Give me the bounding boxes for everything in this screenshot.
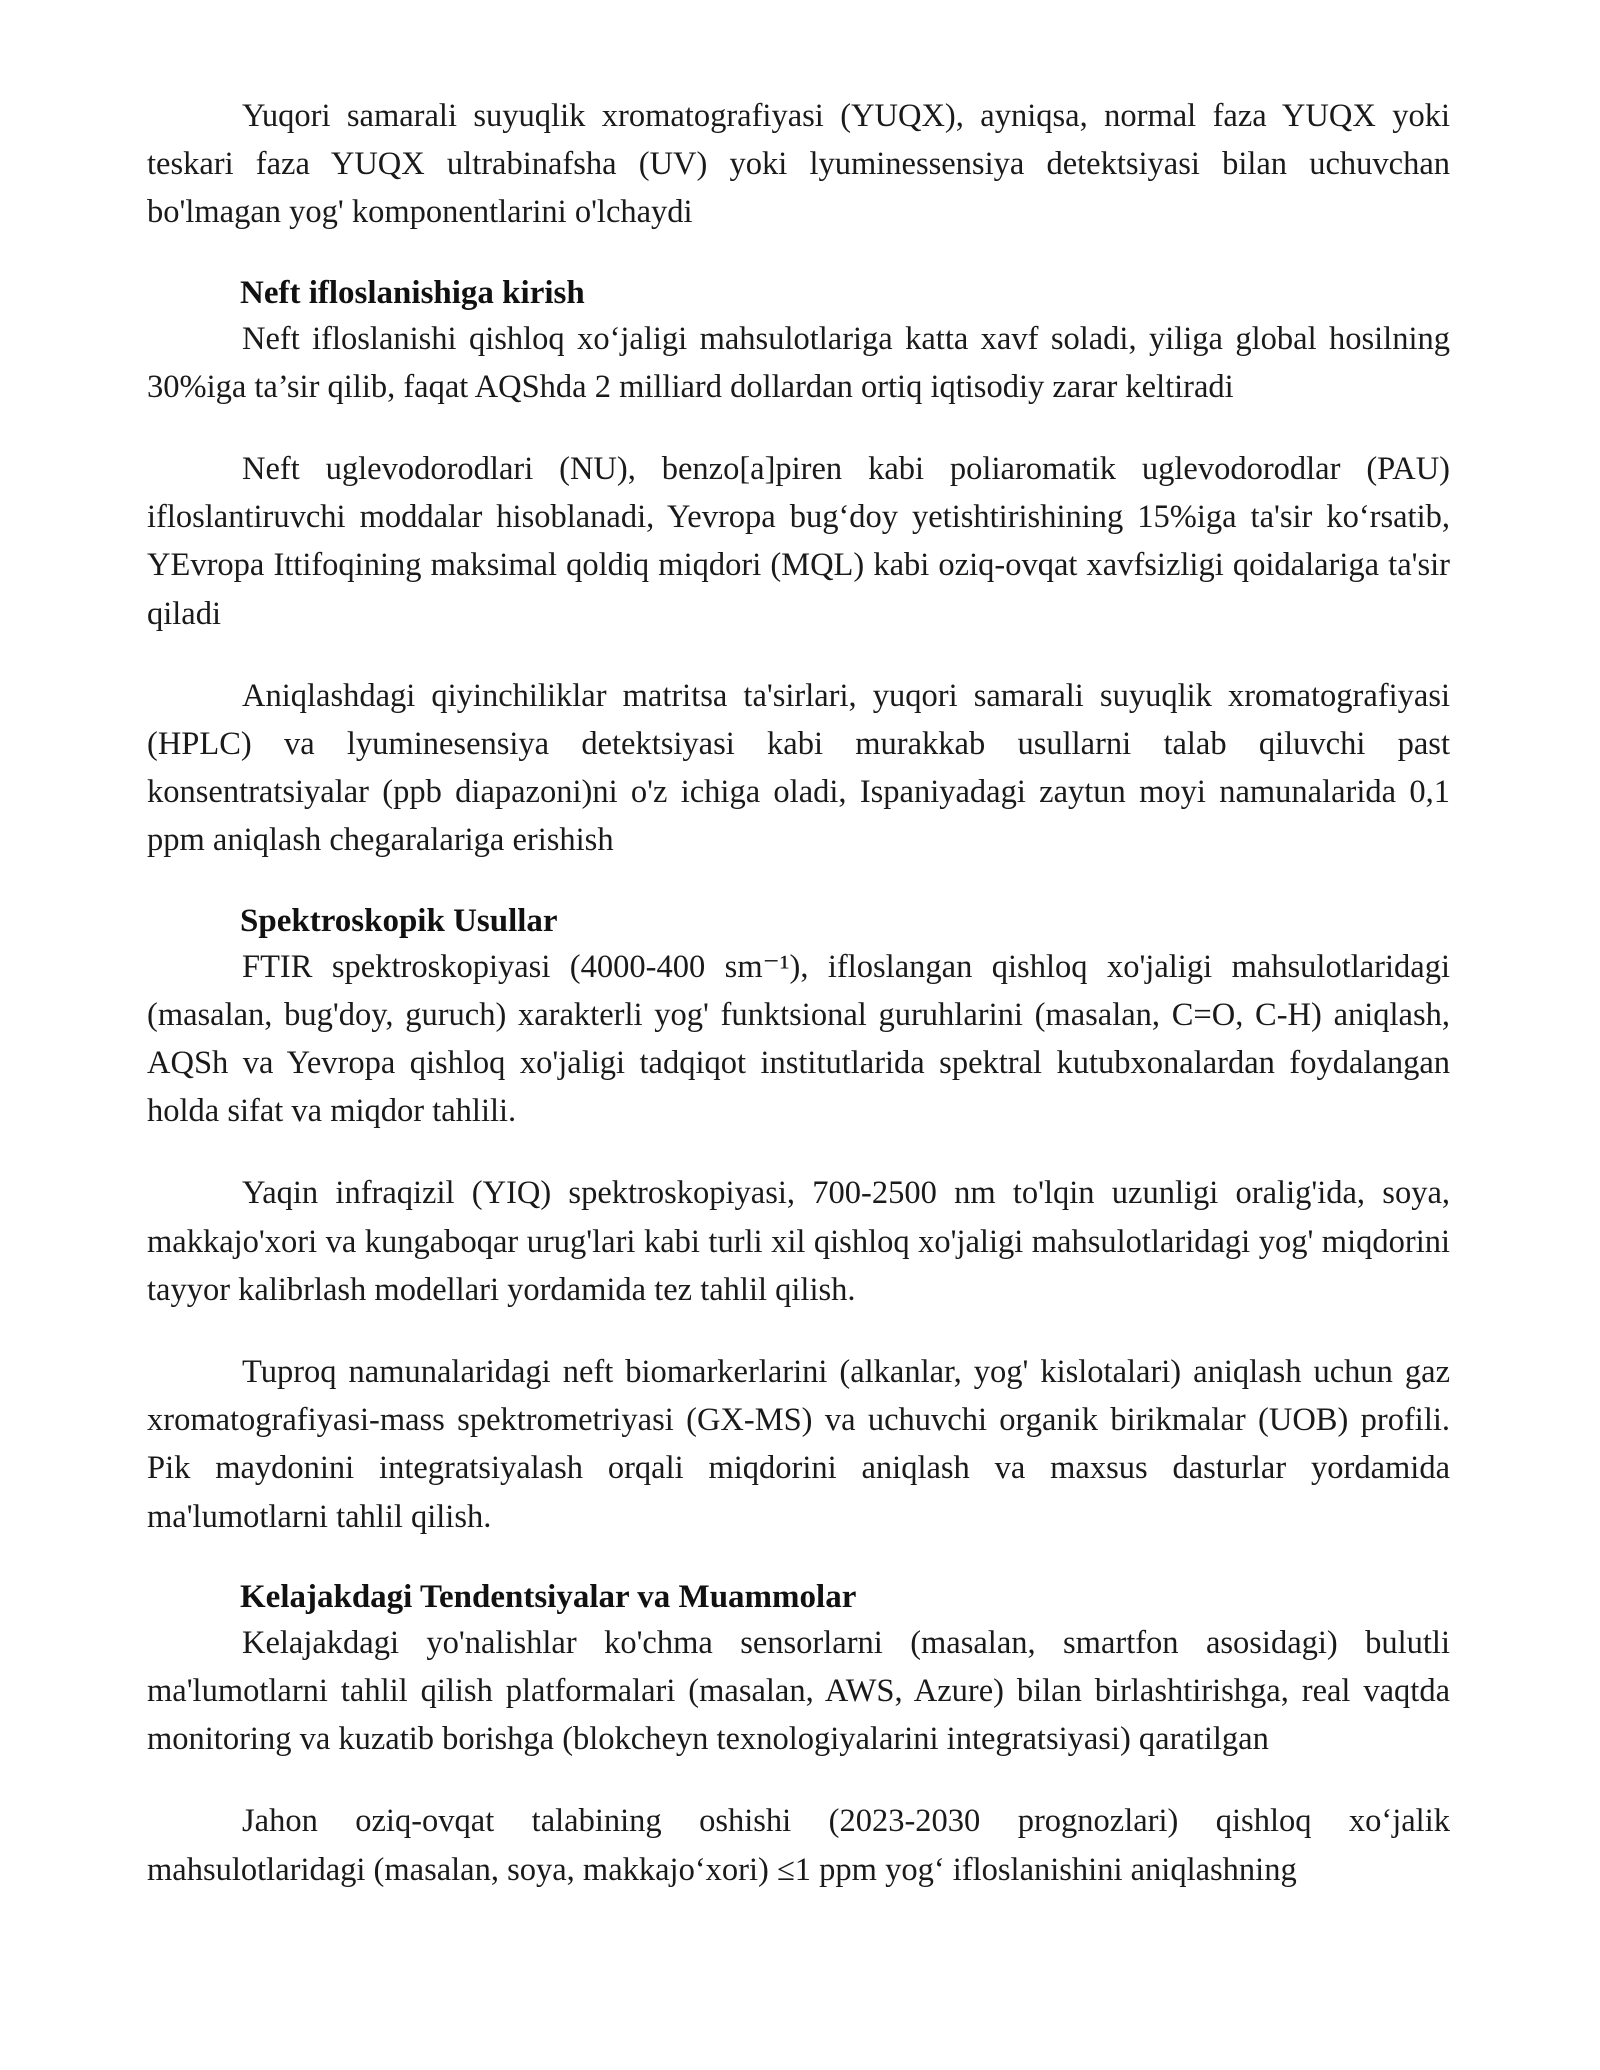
paragraph: Neft ifloslanishi qishloq xo‘jaligi mahsulotlariga katta xavf soladi, yiliga global hosilning 30%iga ta’sir qilib, faqat AQShda 2 milliard dollardan ortiq iqtisodiy zarar keltiradi: [147, 320, 1450, 405]
section-heading: Neft ifloslanishiga kirish: [240, 274, 585, 311]
paragraph: Neft uglevodorodlari (NU), benzo[a]piren kabi poliaromatik uglevodorodlar (PAU) ifloslantiruvchi moddalar hisoblanadi, Yevropa bug‘doy yetishtirishining 15%iga ta'sir ko‘rsatib, YEvropa Ittifoqining maksimal qoldiq miqdori (MQL) kabi oziq-ovqat xavfsizligi qoidalariga ta'sir qiladi: [147, 451, 1450, 632]
paragraph: Aniqlashdagi qiyinchiliklar matritsa ta'sirlari, yuqori samarali suyuqlik xromatografiyasi (HPLC) va lyuminesensiya detektsiyasi kabi murakkab usullarni talab qiluvchi past konsentratsiyalar (ppb diapazoni)ni o'z ichiga oladi, Ispaniyadagi zaytun moyi namunalarida 0,1 ppm aniqlash chegaralariga erishish: [147, 677, 1450, 859]
section-heading: Spektroskopik Usullar: [240, 902, 558, 939]
paragraph: Jahon oziq-ovqat talabining oshishi (2023-2030 prognozlari) qishloq xo‘jalik mahsulotlaridagi (masalan, soya, makkajo‘xori) ≤1 ppm yog‘ ifloslanishini aniqlashning: [147, 1803, 1450, 1888]
section-spektroskopik-usullar: [147, 899, 1450, 1541]
paragraph: Tuproq namunalaridagi neft biomarkerlarini (alkanlar, yog' kislotalari) aniqlash uchun gaz xromatografiyasi-mass spektrometriyasi (GX-MS) va uchuvchi organik birikmalar (UOB) profili. Pik maydonini integratsiyalash orqali miqdorini aniqlash va maxsus dasturlar yordamida ma'lumotlarni tahlil qilish.: [147, 1354, 1450, 1535]
paragraph: FTIR spektroskopiyasi (4000-400 sm⁻¹), ifloslangan qishloq xo'jaligi mahsulotlaridagi (masalan, bug'doy, guruch) xarakterli yog' funktsional guruhlarini (masalan, C=O, C-H) aniqlash, AQSh va Yevropa qishloq xo'jaligi tadqiqot institutlarida spektral kutubxonalardan foydalangan holda sifat va miqdor tahlili.: [147, 948, 1450, 1130]
section-heading: Kelajakdagi Tendentsiyalar va Muammolar: [240, 1578, 857, 1615]
section-kelajakdagi-tendentsiyalar: [147, 1575, 1450, 1894]
paragraph: Kelajakdagi yo'nalishlar ko'chma sensorlarni (masalan, smartfon asosidagi) bulutli ma'lumotlarni tahlil qilish platformalari (masalan, AWS, Azure) bilan birlashtirishga, real vaqtda monitoring va kuzatib borishga (blokcheyn texnologiyalarini integratsiyasi) qaratilgan: [147, 1624, 1450, 1758]
paragraph-intro: Yuqori samarali suyuqlik xromatografiyasi (YUQX), ayniqsa, normal faza YUQX yoki teskari faza YUQX ultrabinafsha (UV) yoki lyuminessensiya detektsiyasi bilan uchuvchan bo'lmagan yog' komponentlarini o'lchaydi: [147, 98, 1450, 231]
document-page: [147, 92, 1450, 1928]
paragraph: Yaqin infraqizil (YIQ) spektroskopiyasi, 700-2500 nm to'lqin uzunligi oralig'ida, soya, makkajo'xori va kungaboqar urug'lari kabi turli xil qishloq xo'jaligi mahsulotlaridagi yog' miqdorini tayyor kalibrlash modellari yordamida tez tahlil qilish.: [147, 1175, 1450, 1308]
section-neft-ifloslanishi: [147, 271, 1450, 865]
